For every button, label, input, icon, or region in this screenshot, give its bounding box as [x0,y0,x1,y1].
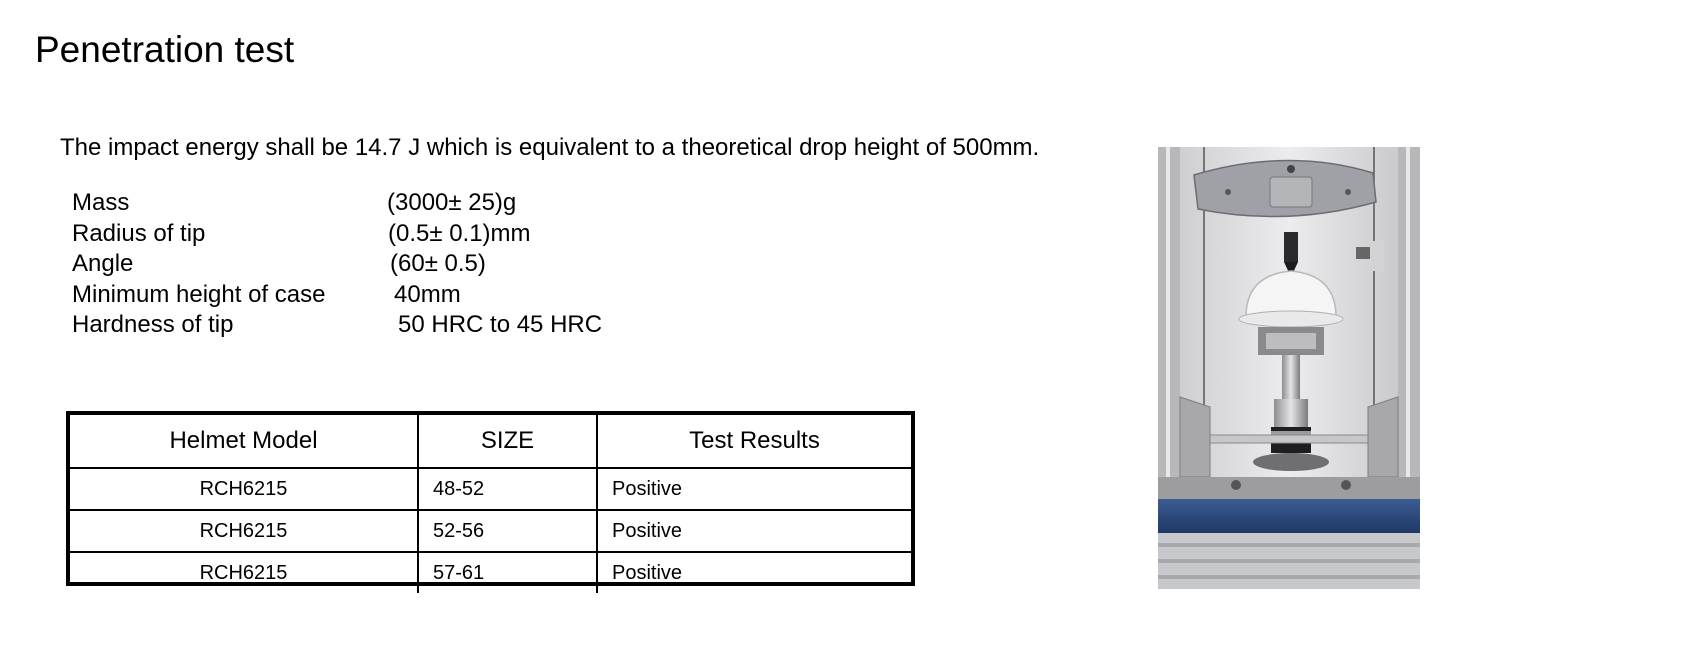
table-row [70,468,911,510]
cell-model: RCH6215 [70,552,418,593]
cell-result: Positive [597,468,911,510]
table-header-row [70,415,911,468]
cell-size: 48-52 [418,468,597,510]
spec-label: Mass [72,189,130,216]
spec-value: 40mm [394,280,461,308]
cell-model: RCH6215 [70,510,418,552]
cell-result: Positive [597,510,911,552]
spec-label: Radius of tip [72,219,206,247]
header-helmet-model: Helmet Model [70,415,418,468]
spec-label: Minimum height of case [72,280,326,308]
cell-result: Positive [597,552,911,593]
test-rig-photo [1158,147,1420,589]
cell-size: 52-56 [418,510,597,552]
spec-value: 50 HRC to 45 HRC [398,311,603,338]
header-size: SIZE [418,415,597,468]
cell-size: 57-61 [418,552,597,593]
page-title: Penetration test [35,29,295,70]
spec-value: (3000± 25)g [387,189,517,216]
spec-label: Angle [72,250,134,277]
intro-text: The impact energy shall be 14.7 J which is equivalent to a theoretical drop height of 500mm. [60,134,1040,161]
spec-label: Hardness of tip [72,311,234,338]
table-row [70,510,911,552]
header-test-results: Test Results [597,415,911,468]
results-table [66,411,915,586]
spec-value: (0.5± 0.1)mm [388,219,531,247]
table-row [70,552,911,593]
spec-value: (60± 0.5) [390,250,486,277]
cell-model: RCH6215 [70,468,418,510]
